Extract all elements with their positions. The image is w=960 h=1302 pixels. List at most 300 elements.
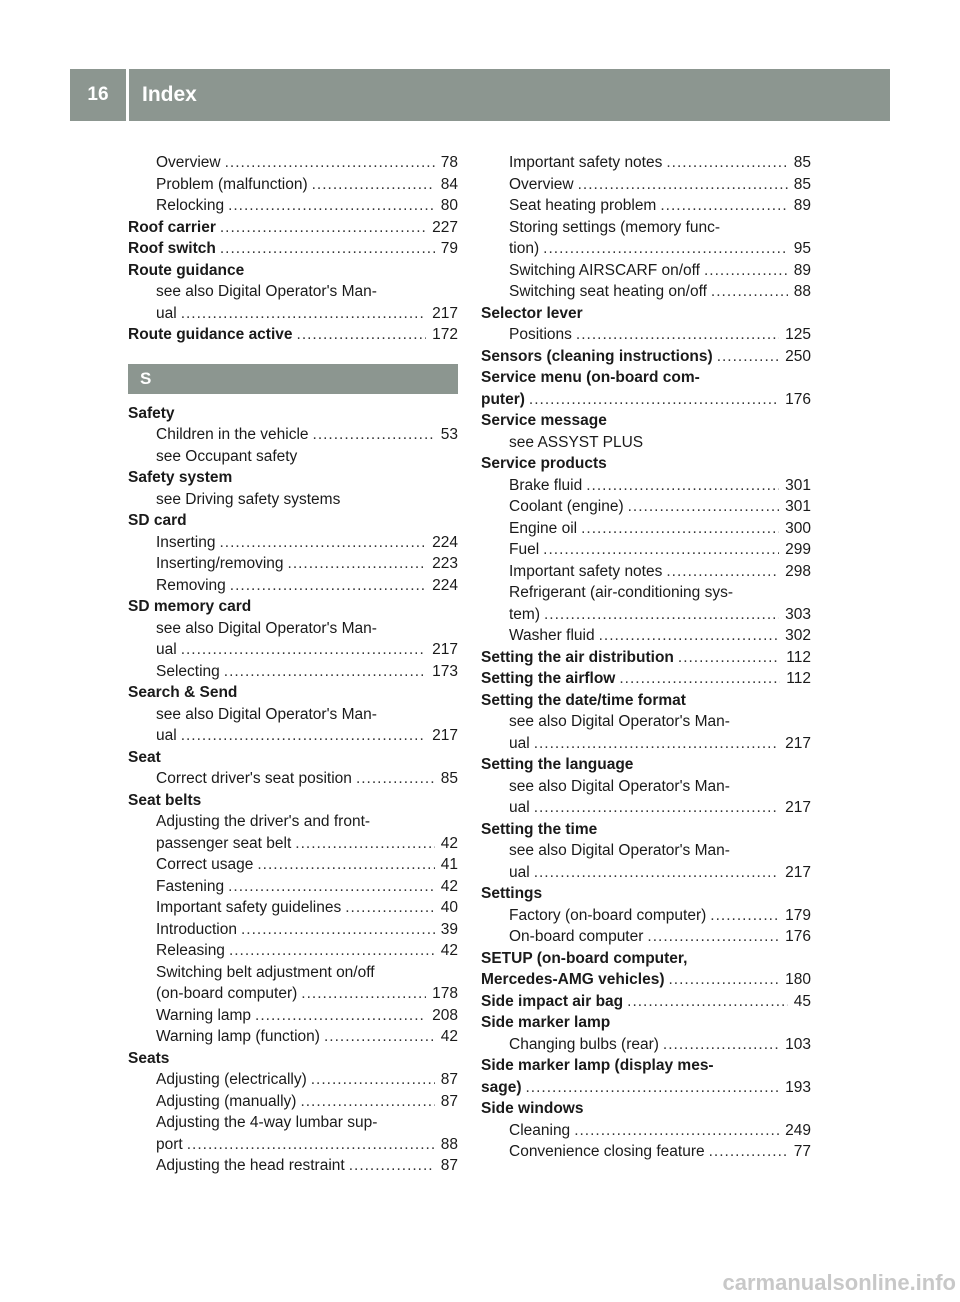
page-reference[interactable]: 77 <box>793 1143 811 1160</box>
dot-leader <box>220 238 435 260</box>
page-reference[interactable]: 42 <box>440 834 458 852</box>
index-entry <box>481 711 811 733</box>
index-entry[interactable] <box>128 854 458 876</box>
entry-text: see also Digital Operator's Man- <box>509 777 730 795</box>
index-entry <box>481 432 811 454</box>
page-reference[interactable]: 302 <box>785 627 811 644</box>
index-entry[interactable] <box>481 281 811 303</box>
dot-leader <box>678 647 780 669</box>
index-entry-heading <box>481 819 811 841</box>
entry-text: see also Digital Operator's Man- <box>509 842 730 859</box>
page-reference[interactable]: 217 <box>432 727 458 744</box>
dot-leader <box>224 661 426 683</box>
entry-text: passenger seat belt <box>156 834 292 852</box>
dot-leader <box>255 1005 426 1027</box>
index-entry[interactable] <box>128 1026 458 1048</box>
entry-text: Positions <box>509 326 572 343</box>
entry-text: Children in the vehicle <box>156 426 309 443</box>
dot-leader <box>717 346 779 368</box>
page-reference[interactable]: 112 <box>786 670 811 687</box>
dot-leader <box>349 1155 435 1177</box>
entry-text: Inserting/removing <box>156 555 284 572</box>
index-entry[interactable] <box>128 152 458 174</box>
index-entry[interactable] <box>481 625 811 647</box>
index-entry-heading[interactable] <box>128 238 458 260</box>
entry-text: Safety <box>128 404 175 422</box>
index-entry[interactable] <box>481 862 811 884</box>
entry-text: Side impact air bag <box>481 992 624 1010</box>
index-entry <box>128 962 458 984</box>
index-entry[interactable] <box>481 260 811 282</box>
entry-text: Side marker lamp (display mes- <box>481 1057 714 1074</box>
index-entry-heading <box>128 790 458 812</box>
watermark: carmanualsonline.info <box>722 1270 956 1295</box>
dot-leader <box>257 854 434 876</box>
page-reference[interactable]: 79 <box>440 240 458 257</box>
entry-text: Changing bulbs (rear) <box>509 1035 659 1053</box>
page-reference[interactable]: 78 <box>440 154 458 171</box>
dot-leader <box>543 539 779 561</box>
dot-leader <box>301 983 426 1005</box>
index-entry[interactable] <box>128 876 458 898</box>
entry-text: ual <box>509 799 530 816</box>
index-entry[interactable] <box>128 195 458 217</box>
dot-leader <box>704 260 788 282</box>
index-column-right <box>481 152 811 1163</box>
page-reference[interactable]: 249 <box>785 1121 811 1139</box>
dot-leader <box>220 217 426 239</box>
page-reference[interactable]: 40 <box>440 899 458 916</box>
page-reference[interactable]: 301 <box>785 476 811 494</box>
index-entry[interactable] <box>481 1034 811 1056</box>
page-reference[interactable]: 42 <box>440 877 458 895</box>
dot-leader <box>181 303 426 325</box>
page-reference[interactable]: 217 <box>785 863 811 881</box>
index-entry[interactable] <box>128 897 458 919</box>
entry-text: Switching seat heating on/off <box>509 283 707 300</box>
page-reference[interactable]: 89 <box>793 261 811 279</box>
dot-leader <box>219 532 426 554</box>
entry-text: Service products <box>481 455 607 472</box>
page-reference[interactable]: 298 <box>785 562 811 580</box>
entry-text: Roof carrier <box>128 218 216 236</box>
entry-text: Seat belts <box>128 791 202 809</box>
page-number: 16 <box>87 84 109 105</box>
index-entry <box>128 618 458 640</box>
page-reference[interactable]: 45 <box>793 992 811 1010</box>
dot-leader <box>311 1069 435 1091</box>
page-reference[interactable]: 303 <box>785 605 811 623</box>
entry-text: Roof switch <box>128 240 216 257</box>
index-column-left <box>128 152 458 1177</box>
entry-text: Washer fluid <box>509 627 595 644</box>
section-title: Index <box>142 83 197 106</box>
dot-leader <box>534 733 779 755</box>
entry-text: see Driving safety systems <box>156 490 341 508</box>
entry-text: Setting the air distribution <box>481 648 674 666</box>
index-entry[interactable] <box>128 532 458 554</box>
entry-text: see ASSYST PLUS <box>509 433 644 451</box>
dot-leader <box>628 496 780 518</box>
page-reference[interactable]: 125 <box>785 326 811 343</box>
dot-leader <box>295 833 434 855</box>
page-reference[interactable]: 88 <box>440 1135 458 1153</box>
entry-text: ual <box>156 727 177 744</box>
dot-leader <box>660 195 787 217</box>
entry-text: puter) <box>481 390 525 408</box>
page-reference[interactable]: 176 <box>785 928 811 945</box>
index-entry[interactable] <box>481 604 811 626</box>
entry-text: tem) <box>509 605 540 623</box>
dot-leader <box>669 969 780 991</box>
index-entry[interactable] <box>128 983 458 1005</box>
index-entry-heading[interactable] <box>481 647 811 669</box>
entry-text: Fuel <box>509 541 540 558</box>
dot-leader <box>345 897 435 919</box>
entry-text: ual <box>509 734 530 752</box>
dot-leader <box>229 940 435 962</box>
entry-text: Route guidance <box>128 261 245 279</box>
index-entry <box>128 811 458 833</box>
index-entry[interactable] <box>481 475 811 497</box>
index-entry-heading <box>128 682 458 704</box>
index-entry-heading[interactable] <box>481 1077 811 1099</box>
index-entry <box>128 281 458 303</box>
dot-leader <box>576 324 779 346</box>
entry-text: Selector lever <box>481 304 583 322</box>
entry-text: Adjusting the 4-way lumbar sup- <box>156 1114 378 1131</box>
index-entry-heading[interactable] <box>481 389 811 411</box>
index-entry[interactable] <box>128 303 458 325</box>
page-reference[interactable]: 112 <box>786 648 811 666</box>
index-entry[interactable] <box>481 496 811 518</box>
index-entry-heading[interactable] <box>481 991 811 1013</box>
page-reference[interactable]: 87 <box>440 1092 458 1110</box>
index-entry[interactable] <box>481 926 811 948</box>
index-entry[interactable] <box>481 174 811 196</box>
dot-leader <box>574 1120 779 1142</box>
entry-text: Engine oil <box>509 519 578 537</box>
entry-text: Warning lamp <box>156 1006 252 1024</box>
entry-text: Seat <box>128 748 161 766</box>
index-entry[interactable] <box>481 1141 811 1163</box>
index-entry-heading <box>481 690 811 712</box>
index-entry-heading <box>481 367 811 389</box>
page-reference[interactable]: 250 <box>785 347 811 365</box>
index-entry-heading[interactable] <box>481 668 811 690</box>
page-reference[interactable]: 172 <box>432 326 458 343</box>
index-entry[interactable] <box>128 661 458 683</box>
entry-text: Sensors (cleaning instructions) <box>481 347 713 365</box>
entry-text: Service menu (on-board com- <box>481 369 700 386</box>
page-reference[interactable]: 89 <box>793 197 811 214</box>
dot-leader <box>529 389 779 411</box>
dot-leader <box>534 797 779 819</box>
index-entry[interactable] <box>128 639 458 661</box>
index-entry[interactable] <box>481 561 811 583</box>
page-reference[interactable]: 88 <box>793 283 811 300</box>
entry-text: Adjusting (electrically) <box>156 1071 307 1088</box>
entry-text: Mercedes-AMG vehicles) <box>481 971 665 988</box>
index-entry[interactable] <box>128 1091 458 1113</box>
page-reference[interactable]: 299 <box>785 541 811 558</box>
dot-leader <box>666 561 779 583</box>
index-entry-heading[interactable] <box>481 969 811 991</box>
index-entry-heading[interactable] <box>128 324 458 346</box>
entry-text: Relocking <box>156 197 225 214</box>
dot-leader <box>297 324 427 346</box>
index-entry-heading[interactable] <box>481 346 811 368</box>
index-entry <box>128 489 458 511</box>
index-entry[interactable] <box>481 539 811 561</box>
page-reference[interactable]: 180 <box>785 971 811 988</box>
page-reference[interactable]: 301 <box>785 498 811 515</box>
entry-text: Side windows <box>481 1100 584 1117</box>
entry-text: tion) <box>509 240 540 257</box>
dot-leader <box>313 424 435 446</box>
entry-text: see Occupant safety <box>156 447 298 465</box>
entry-text: Overview <box>156 154 221 171</box>
page-reference[interactable]: 80 <box>440 197 458 214</box>
entry-text: Setting the airflow <box>481 670 616 687</box>
entry-text: Introduction <box>156 920 237 938</box>
entry-text: Settings <box>481 885 543 902</box>
entry-text: Important safety guidelines <box>156 899 342 916</box>
page-reference[interactable]: 193 <box>785 1078 811 1096</box>
entry-text: Switching AIRSCARF on/off <box>509 261 700 279</box>
entry-text: Setting the language <box>481 756 634 773</box>
index-entry-heading <box>481 1098 811 1120</box>
dot-leader <box>228 195 435 217</box>
entry-text: Safety system <box>128 469 233 486</box>
index-entry-heading <box>481 410 811 432</box>
entry-text: see also Digital Operator's Man- <box>156 283 377 300</box>
entry-text: Setting the date/time format <box>481 691 686 709</box>
dot-leader <box>647 926 779 948</box>
index-entry-heading <box>481 948 811 970</box>
entry-text: Problem (malfunction) <box>156 175 308 193</box>
index-entry-heading[interactable] <box>128 217 458 239</box>
entry-text: Factory (on-board computer) <box>509 906 707 924</box>
page-reference[interactable]: 87 <box>440 1071 458 1088</box>
dot-leader <box>288 553 427 575</box>
index-entry-heading <box>481 1055 811 1077</box>
entry-text: Inserting <box>156 533 216 551</box>
index-entry-heading <box>481 883 811 905</box>
index-entry[interactable] <box>481 195 811 217</box>
index-entry <box>481 776 811 798</box>
index-entry[interactable] <box>128 940 458 962</box>
entry-text: Fastening <box>156 877 225 895</box>
page-reference[interactable]: 85 <box>793 175 811 193</box>
entry-text: Seat heating problem <box>509 197 657 214</box>
page-reference[interactable]: 84 <box>440 175 458 193</box>
dot-leader <box>534 862 779 884</box>
entry-text: SD memory card <box>128 598 252 615</box>
index-entry[interactable] <box>481 1120 811 1142</box>
index-entry-heading <box>128 467 458 489</box>
index-entry <box>481 840 811 862</box>
dot-leader <box>599 625 780 647</box>
dot-leader <box>356 768 435 790</box>
dot-leader <box>312 174 435 196</box>
entry-text: see also Digital Operator's Man- <box>509 713 730 730</box>
index-entry <box>481 217 811 239</box>
index-entry-heading <box>481 1012 811 1034</box>
page-reference[interactable]: 173 <box>432 662 458 680</box>
entry-text: Adjusting the driver's and front- <box>156 813 371 830</box>
entry-text: Coolant (engine) <box>509 498 624 515</box>
page-reference[interactable]: 217 <box>785 799 811 816</box>
dot-leader <box>181 639 426 661</box>
index-entry[interactable] <box>481 518 811 540</box>
index-entry[interactable] <box>128 1134 458 1156</box>
index-entry[interactable] <box>481 905 811 927</box>
entry-text: Correct driver's seat position <box>156 770 352 787</box>
entry-text: Important safety notes <box>509 154 663 171</box>
entry-text: SETUP (on-board computer, <box>481 949 688 967</box>
entry-text: Refrigerant (air-conditioning sys- <box>509 584 733 601</box>
entry-text: Important safety notes <box>509 562 663 580</box>
entry-text: Switching belt adjustment on/off <box>156 963 375 981</box>
entry-text: Adjusting the head restraint <box>156 1157 345 1174</box>
page-reference[interactable]: 227 <box>432 218 458 236</box>
dot-leader <box>544 604 779 626</box>
dot-leader <box>578 174 788 196</box>
dot-leader <box>709 1141 788 1163</box>
entry-text: port <box>156 1135 183 1153</box>
dot-leader <box>586 475 779 497</box>
entry-text: Releasing <box>156 942 225 959</box>
page-reference[interactable]: 224 <box>432 576 458 594</box>
dot-leader <box>543 238 788 260</box>
dot-leader <box>711 281 788 303</box>
index-entry[interactable] <box>481 152 811 174</box>
entry-text: Adjusting (manually) <box>156 1092 297 1110</box>
entry-text: Search & Send <box>128 684 238 701</box>
index-entry <box>128 704 458 726</box>
index-section-header: S <box>128 364 458 394</box>
entry-text: ual <box>156 641 177 658</box>
index-entry[interactable] <box>128 919 458 941</box>
entry-text: ual <box>156 304 177 322</box>
page-reference[interactable]: 95 <box>793 240 811 257</box>
entry-text: Correct usage <box>156 856 254 873</box>
page-reference[interactable]: 85 <box>440 770 458 787</box>
entry-text: Overview <box>509 175 574 193</box>
entry-text: Brake fluid <box>509 476 583 494</box>
entry-text: Setting the time <box>481 820 598 838</box>
page-header <box>70 69 890 121</box>
page-reference[interactable]: 85 <box>793 154 811 171</box>
page-reference[interactable]: 217 <box>785 734 811 752</box>
index-entry[interactable] <box>128 768 458 790</box>
index-entry <box>128 446 458 468</box>
index-entry[interactable] <box>128 575 458 597</box>
entry-text: Cleaning <box>509 1121 571 1139</box>
page-reference[interactable]: 42 <box>440 942 458 959</box>
index-entry-heading <box>128 260 458 282</box>
index-entry[interactable] <box>481 733 811 755</box>
index-entry[interactable] <box>128 174 458 196</box>
entry-text: Seats <box>128 1049 170 1067</box>
index-entry[interactable] <box>128 1155 458 1177</box>
dot-leader <box>619 668 780 690</box>
dot-leader <box>241 919 435 941</box>
dot-leader <box>300 1091 434 1113</box>
page-reference[interactable]: 178 <box>432 985 458 1002</box>
index-entry[interactable] <box>128 424 458 446</box>
index-entry-heading <box>481 754 811 776</box>
entry-text: Selecting <box>156 662 220 680</box>
page-reference[interactable]: 39 <box>440 920 458 938</box>
page-reference[interactable]: 53 <box>440 426 458 443</box>
entry-text: Removing <box>156 576 226 594</box>
page-reference[interactable]: 217 <box>432 641 458 658</box>
index-entry[interactable] <box>128 833 458 855</box>
index-entry[interactable] <box>481 324 811 346</box>
index-entry-heading <box>128 403 458 425</box>
entry-text: (on-board computer) <box>156 985 298 1002</box>
entry-text: see also Digital Operator's Man- <box>156 619 377 637</box>
page-reference[interactable]: 87 <box>440 1157 458 1174</box>
index-entry <box>481 582 811 604</box>
page-reference[interactable]: 103 <box>785 1035 811 1053</box>
index-entry-heading <box>128 510 458 532</box>
page-reference[interactable]: 41 <box>440 856 458 873</box>
entry-text: SD card <box>128 512 187 529</box>
page-reference[interactable]: 223 <box>432 555 458 572</box>
entry-text: Side marker lamp <box>481 1014 611 1031</box>
dot-leader <box>181 725 426 747</box>
index-entry[interactable] <box>128 553 458 575</box>
page-reference[interactable]: 208 <box>432 1006 458 1024</box>
entry-text: sage) <box>481 1078 522 1096</box>
page-reference[interactable]: 42 <box>440 1028 458 1045</box>
index-entry-heading <box>481 303 811 325</box>
entry-text: Convenience closing feature <box>509 1143 705 1160</box>
dot-leader <box>666 152 787 174</box>
index-entry-heading <box>128 1048 458 1070</box>
index-entry[interactable] <box>128 725 458 747</box>
entry-text: Route guidance active <box>128 326 293 343</box>
page-reference[interactable]: 176 <box>785 390 811 408</box>
index-entry[interactable] <box>481 797 811 819</box>
entry-text: see also Digital Operator's Man- <box>156 705 377 723</box>
dot-leader <box>187 1134 435 1156</box>
dot-leader <box>663 1034 779 1056</box>
index-entry-heading <box>481 453 811 475</box>
page-reference[interactable]: 300 <box>785 519 811 537</box>
index-entry-heading <box>128 596 458 618</box>
index-entry-heading <box>128 747 458 769</box>
page-reference[interactable]: 217 <box>432 304 458 322</box>
page-reference[interactable]: 179 <box>785 906 811 924</box>
header-divider <box>126 69 129 121</box>
page-reference[interactable]: 224 <box>432 533 458 551</box>
entry-text: Service message <box>481 412 607 429</box>
entry-text: Storing settings (memory func- <box>509 218 721 236</box>
dot-leader <box>627 991 788 1013</box>
dot-leader <box>225 152 435 174</box>
dot-leader <box>710 905 779 927</box>
entry-text: On-board computer <box>509 928 644 945</box>
index-entry[interactable] <box>481 238 811 260</box>
index-entry[interactable] <box>128 1069 458 1091</box>
entry-text: ual <box>509 863 530 881</box>
index-entry[interactable] <box>128 1005 458 1027</box>
dot-leader <box>228 876 435 898</box>
